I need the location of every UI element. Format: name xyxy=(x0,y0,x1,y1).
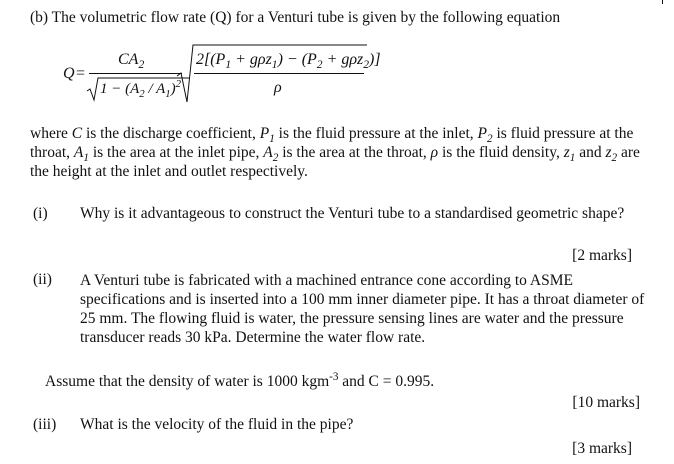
q1-marks: [2 marks] xyxy=(572,247,632,264)
fraction-1-numerator: $CA_2$ xyxy=(118,51,145,72)
q3-text: What is the velocity of the fluid in the pipe? xyxy=(80,416,354,433)
where-line-3: the height at the inlet and outlet respectively. xyxy=(30,163,308,180)
q2-text xyxy=(80,271,645,347)
part-b-heading: (b) The volumetric flow rate (Q) for a Venturi tube is given by the following equation xyxy=(30,9,561,26)
q1-number: (i) xyxy=(33,205,48,222)
equation-lhs: Q xyxy=(63,65,75,82)
fraction-2-numerator: $2[(P_1 + g\rho z_1) - (P_2 + g\rho z_2)]$ xyxy=(196,51,381,72)
q1-text: Why is it advantageous to construct the Venturi tube to a standardised geometric shape? xyxy=(80,205,625,222)
fraction-1-bar xyxy=(89,73,182,74)
where-paragraph xyxy=(30,124,640,181)
q2-line-1: A Venturi tube is fabricated with a machined entrance cone according to ASME xyxy=(80,272,573,289)
fraction-2-denominator: ρ xyxy=(274,79,282,96)
q3-marks: [3 marks] xyxy=(572,440,632,457)
equation-equals: = xyxy=(76,65,86,82)
q2-line-4: transducer reads 30 kPa. Determine the water flow rate. xyxy=(80,329,426,346)
where-line-2: throat, $A_1$ is the area at the inlet pipe, $A_2$ is the area at the throat, ρ is the fluid density, $z_1$ and $z_2$ are xyxy=(30,144,640,164)
where-line-1: where C is the discharge coefficient, $P_1$ is the fluid pressure at the inlet, $P_2$ is fluid pressure at the xyxy=(30,125,634,145)
q2-marks: [10 marks] xyxy=(572,394,640,411)
venturi-equation xyxy=(0,0,674,110)
fraction-1-denominator: $1 - (A_2 / A_1)^2$ xyxy=(100,78,182,100)
q2-number: (ii) xyxy=(33,271,52,288)
q3-number: (iii) xyxy=(33,416,57,433)
q2-line-3: 25 mm. The flowing fluid is water, the pressure sensing lines are water and the pressure xyxy=(80,310,624,327)
q2-line-2: specifications and is inserted into a 100 mm inner diameter pipe. It has a throat diameter of xyxy=(80,291,645,308)
fraction-2-bar xyxy=(194,73,364,74)
q2-assumption: Assume that the density of water is 1000 kgm$^{-3}$ and C = 0.995. xyxy=(45,370,435,390)
